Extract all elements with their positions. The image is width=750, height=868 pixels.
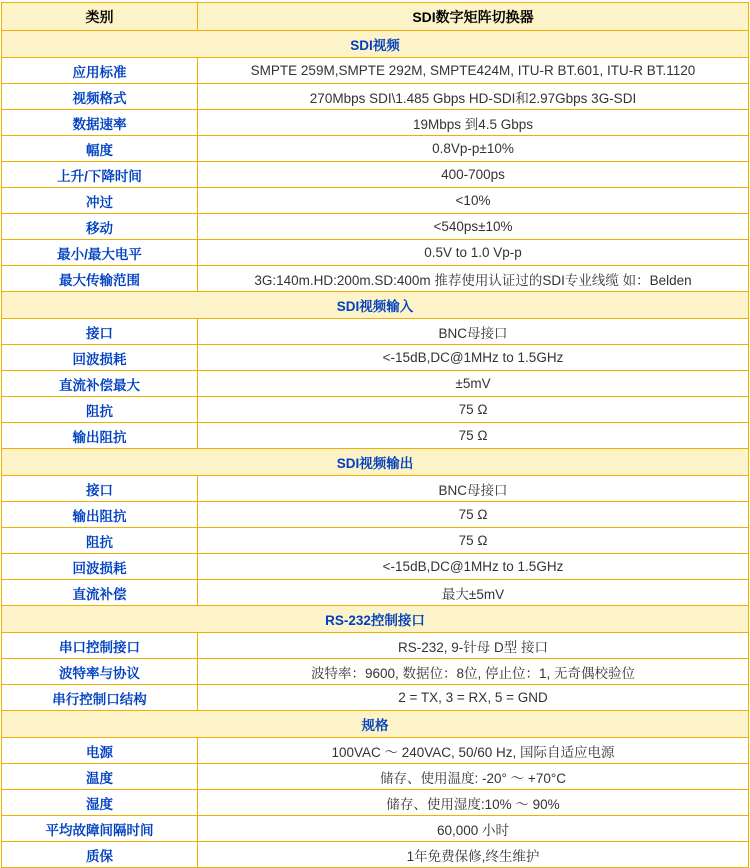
row-label: 最大传输范围: [2, 266, 198, 292]
row-label: 幅度: [2, 136, 198, 162]
row-label: 温度: [2, 764, 198, 790]
table-row: [2, 266, 749, 292]
row-value: 60,000 小时: [198, 816, 749, 842]
table-section-row: [2, 449, 749, 476]
header-category-cell: 类别: [2, 3, 198, 31]
table-row: [2, 240, 749, 266]
table-row: [2, 685, 749, 711]
row-label: 回波损耗: [2, 554, 198, 580]
row-label: 阻抗: [2, 397, 198, 423]
table-section-row: [2, 606, 749, 633]
row-label: 平均故障间隔时间: [2, 816, 198, 842]
row-value: <-15dB,DC@1MHz to 1.5GHz: [198, 554, 749, 580]
row-value: 100VAC ～ 240VAC, 50/60 Hz, 国际自适应电源: [198, 738, 749, 764]
table-row: [2, 554, 749, 580]
row-label: 电源: [2, 738, 198, 764]
row-value: 1年免费保修,终生维护: [198, 842, 749, 868]
table-row: [2, 502, 749, 528]
table-row: [2, 188, 749, 214]
row-value: <540ps±10%: [198, 214, 749, 240]
table-row: [2, 136, 749, 162]
table-row: [2, 397, 749, 423]
row-value: 3G:140m.HD:200m.SD:400m 推荐使用认证过的SDI专业线缆 如：Belden: [198, 266, 749, 292]
row-value: 75 Ω: [198, 423, 749, 449]
table-body: [2, 3, 749, 868]
row-value: 2 = TX, 3 = RX, 5 = GND: [198, 685, 749, 711]
row-label: 串口控制接口: [2, 633, 198, 659]
table-row: [2, 842, 749, 868]
table-row: [2, 345, 749, 371]
table-section-row: [2, 292, 749, 319]
row-label: 串行控制口结构: [2, 685, 198, 711]
table-row: [2, 84, 749, 110]
table-row: [2, 371, 749, 397]
row-value: 波特率：9600, 数据位：8位, 停止位：1, 无奇偶校验位: [198, 659, 749, 685]
table-row: [2, 528, 749, 554]
table-row: [2, 790, 749, 816]
row-value: SMPTE 259M,SMPTE 292M, SMPTE424M, ITU-R BT.601, ITU-R BT.1120: [198, 58, 749, 84]
table-row: [2, 319, 749, 345]
table-row: [2, 764, 749, 790]
row-label: 阻抗: [2, 528, 198, 554]
row-label: 视频格式: [2, 84, 198, 110]
row-value: 储存、使用温度: -20° ～ +70°C: [198, 764, 749, 790]
row-value: 400-700ps: [198, 162, 749, 188]
row-label: 直流补偿: [2, 580, 198, 606]
row-label: 波特率与协议: [2, 659, 198, 685]
section-title: SDI视频输入: [2, 292, 749, 319]
section-title: 规格: [2, 711, 749, 738]
table-row: [2, 214, 749, 240]
row-value: 270Mbps SDI\1.485 Gbps HD-SDI和2.97Gbps 3G-SDI: [198, 84, 749, 110]
row-label: 最小/最大电平: [2, 240, 198, 266]
row-value: 最大±5mV: [198, 580, 749, 606]
row-value: BNC母接口: [198, 319, 749, 345]
row-value: 75 Ω: [198, 528, 749, 554]
row-label: 输出阻抗: [2, 423, 198, 449]
row-label: 湿度: [2, 790, 198, 816]
row-value: 0.5V to 1.0 Vp-p: [198, 240, 749, 266]
row-label: 直流补偿最大: [2, 371, 198, 397]
table-row: [2, 659, 749, 685]
section-title: RS-232控制接口: [2, 606, 749, 633]
row-value: ±5mV: [198, 371, 749, 397]
table-row: [2, 580, 749, 606]
table-row: [2, 633, 749, 659]
row-label: 回波损耗: [2, 345, 198, 371]
row-label: 数据速率: [2, 110, 198, 136]
table-row: [2, 162, 749, 188]
row-label: 移动: [2, 214, 198, 240]
specification-table: [1, 2, 749, 868]
section-title: SDI视频: [2, 31, 749, 58]
table-row: [2, 738, 749, 764]
row-label: 输出阻抗: [2, 502, 198, 528]
row-value: 19Mbps 到4.5 Gbps: [198, 110, 749, 136]
row-label: 应用标准: [2, 58, 198, 84]
table-section-row: [2, 711, 749, 738]
table-row: [2, 58, 749, 84]
row-value: <-15dB,DC@1MHz to 1.5GHz: [198, 345, 749, 371]
table-row: [2, 476, 749, 502]
row-label: 接口: [2, 476, 198, 502]
row-label: 质保: [2, 842, 198, 868]
table-section-row: [2, 31, 749, 58]
row-value: 储存、使用湿度:10% ～ 90%: [198, 790, 749, 816]
row-label: 冲过: [2, 188, 198, 214]
table-row: [2, 816, 749, 842]
table-row: [2, 423, 749, 449]
row-value: 0.8Vp-p±10%: [198, 136, 749, 162]
row-label: 上升/下降时间: [2, 162, 198, 188]
row-label: 接口: [2, 319, 198, 345]
row-value: 75 Ω: [198, 397, 749, 423]
row-value: 75 Ω: [198, 502, 749, 528]
row-value: BNC母接口: [198, 476, 749, 502]
row-value: <10%: [198, 188, 749, 214]
table-row: [2, 110, 749, 136]
section-title: SDI视频输出: [2, 449, 749, 476]
table-header-row: [2, 3, 749, 31]
row-value: RS-232, 9-针母 D型 接口: [198, 633, 749, 659]
header-title-cell: SDI数字矩阵切换器: [198, 3, 749, 31]
